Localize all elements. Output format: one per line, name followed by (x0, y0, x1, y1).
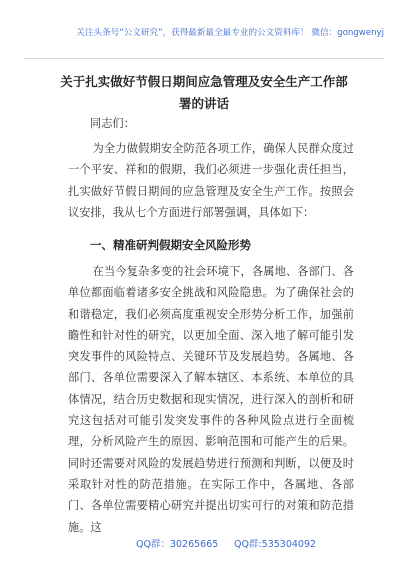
section-heading: 一、精准研判假期安全风险形势 (90, 238, 251, 252)
intro-paragraph: 为全力做假期安全防范各项工作，确保人民群众度过一个平安、祥和的假期，我们必须进一步强化责任担当，扎实做好节假日期间的应急管理及安全生产工作。按照会议安排，我从七个方面进行部署强调，具体如下： (68, 142, 354, 219)
qq-group-2: QQ群:535304092 (234, 539, 317, 550)
section-body-paragraph: 在当今复杂多变的社会环境下，各属地、各部门、各单位都面临着诸多安全挑战和风险隐患。为了确保社会的和谐稳定，我们必须高度重视安全形势分析工作，加强前瞻性和针对性的研究，以更加全面、深入地了解可能引发突发事件的风险特点、关键环节及发展趋势。各属地、各部门、各单位需要深入了解本辖区、本系统、本单位的具体情况，结合历史数据和现实情况，进行深入的剖析和研究这包括对可能引发突发事件的各种风险点进行全面梳理，分析风险产生的原因、影响范围和可能产生的后果。同时还需要对风险的发展趋势进行预测和判断，以便及时采取针对性的防范措施。在实际工作中，各属地、各部门、各单位需要精心研究并提出切实可行的对策和防范措施。这 (68, 265, 354, 534)
header-promo-text: 关注头条号“公文研究”，获得最新最全最专业的公文资料库！ 微信：gongwenyj (76, 28, 384, 38)
page-header (24, 0, 384, 59)
qq-group-1: QQ群：30265665 (136, 539, 219, 550)
page-footer (0, 532, 408, 552)
document-title: 关于扎实做好节假日期间应急管理及安全生产工作部署的讲话 (60, 74, 348, 111)
salutation: 同志们： (90, 117, 135, 130)
